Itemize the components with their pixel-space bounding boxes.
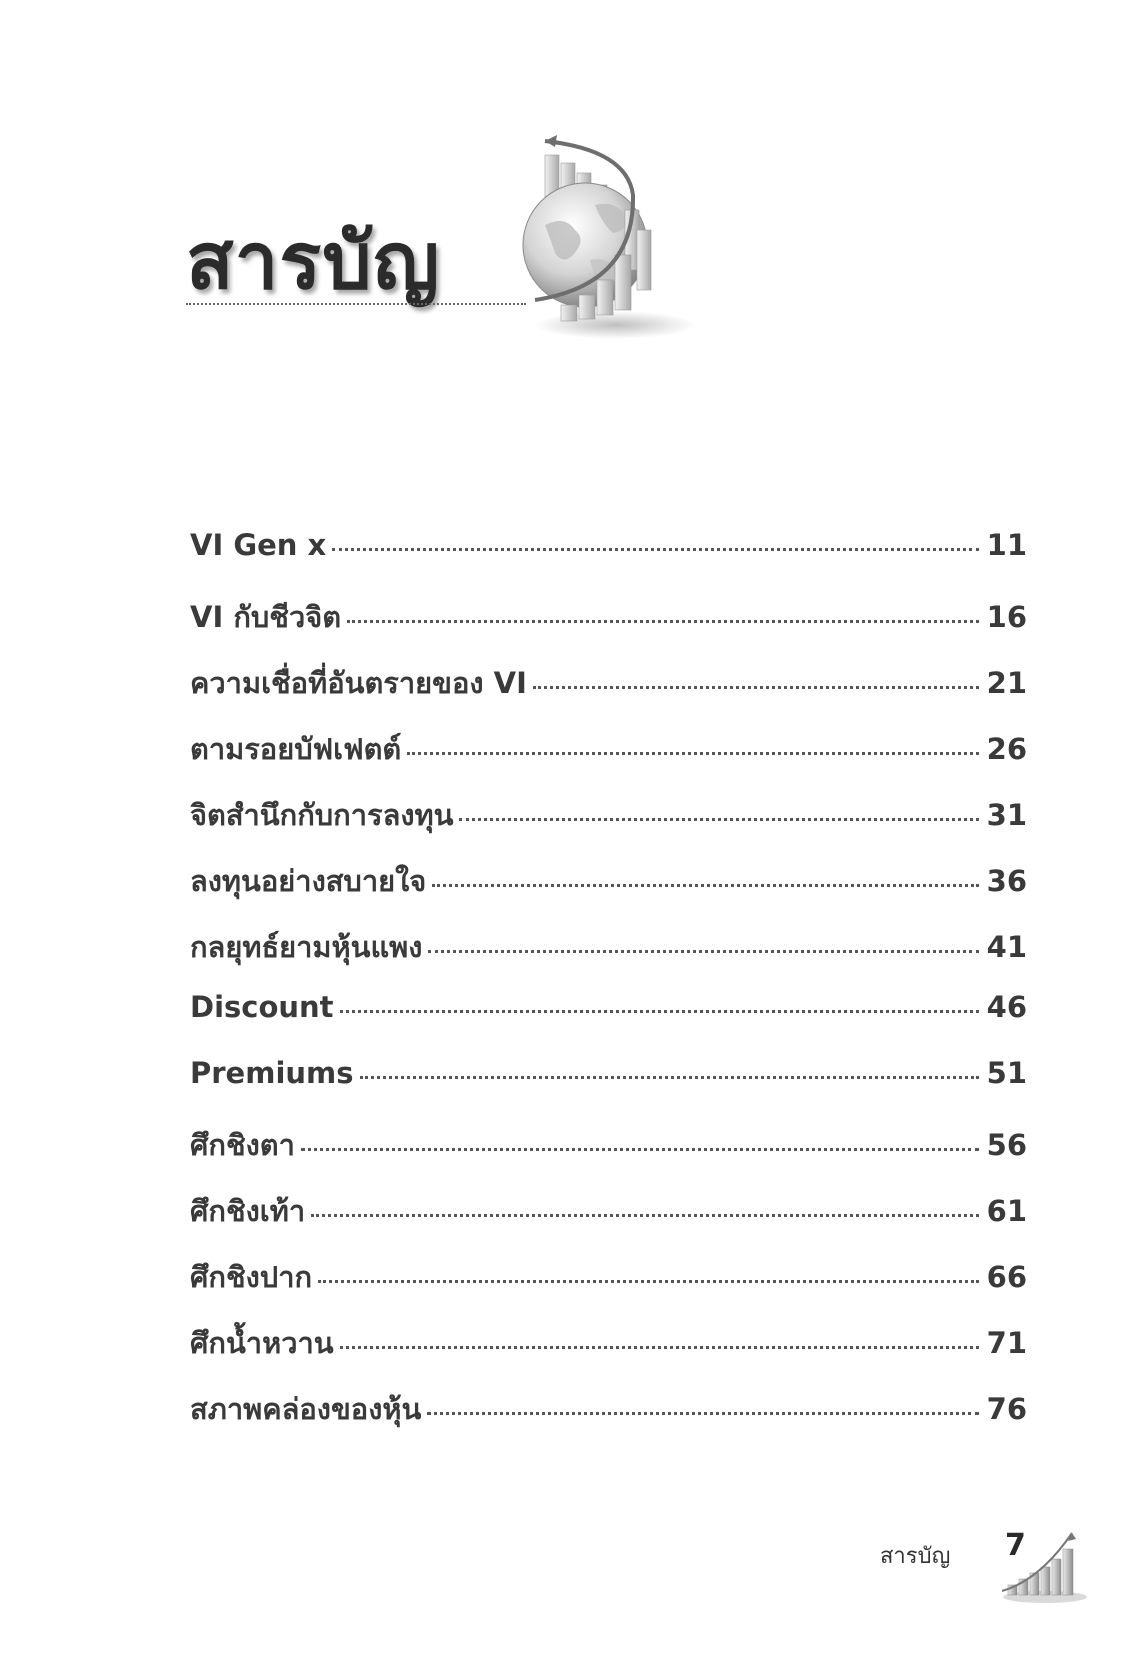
toc-leader-dots [427, 1412, 978, 1415]
title-dotted-divider [186, 303, 526, 305]
toc-leader-dots [428, 950, 978, 953]
toc-entry[interactable] [190, 1254, 1027, 1320]
toc-entry-title: ศึกชิงตา [190, 1128, 295, 1162]
toc-leader-dots [332, 548, 978, 551]
toc-entry-title: สภาพคล่องของหุ้น [190, 1392, 422, 1426]
toc-leader-dots [360, 1076, 979, 1079]
page-number: 7 [1005, 1528, 1026, 1563]
toc-entry-title: ตามรอยบัฟเฟตต์ [190, 732, 402, 766]
toc-entry-title: Premiums [190, 1056, 354, 1090]
toc-entry[interactable] [190, 528, 1027, 594]
toc-entry-title: ศึกน้ำหวาน [190, 1326, 334, 1360]
toc-entry[interactable] [190, 924, 1027, 990]
toc-entry-page: 11 [986, 528, 1027, 562]
toc-leader-dots [459, 818, 978, 821]
toc-entry-page: 36 [986, 864, 1027, 898]
toc-entry-title: Discount [190, 990, 334, 1024]
toc-entry-page: 51 [986, 1056, 1027, 1090]
toc-entry[interactable] [190, 594, 1027, 660]
toc-entry-page: 76 [986, 1392, 1027, 1426]
toc-entry-page: 71 [986, 1326, 1027, 1360]
toc-leader-dots [311, 1214, 979, 1217]
toc-leader-dots [340, 1346, 979, 1349]
toc-leader-dots [407, 752, 978, 755]
toc-entry-page: 61 [986, 1194, 1027, 1228]
toc-leader-dots [340, 1010, 979, 1013]
toc-entry-title: VI กับชีวจิต [190, 600, 342, 634]
title-block [186, 217, 526, 312]
toc-entry-page: 41 [986, 930, 1027, 964]
toc-entry[interactable] [190, 726, 1027, 792]
toc-entry[interactable] [190, 1386, 1027, 1452]
toc-entry[interactable] [190, 1320, 1027, 1386]
toc-entry-page: 21 [986, 666, 1027, 700]
toc-leader-dots [533, 686, 979, 689]
toc-entry[interactable] [190, 858, 1027, 924]
toc-entry-page: 56 [986, 1128, 1027, 1162]
toc-entry-page: 46 [986, 990, 1027, 1024]
toc-leader-dots [318, 1280, 979, 1283]
toc-entry-title: กลยุทธ์ยามหุ้นแพง [190, 930, 423, 964]
toc-entry[interactable] [190, 1188, 1027, 1254]
footer-section-label: สารบัญ [880, 1544, 951, 1569]
toc-entry-title: ศึกชิงปาก [190, 1260, 313, 1294]
toc-leader-dots [301, 1148, 979, 1151]
globe-chart-icon [515, 135, 705, 345]
toc-entry-page: 26 [986, 732, 1027, 766]
page-title: สารบัญ [186, 217, 441, 307]
toc-entry[interactable] [190, 792, 1027, 858]
toc-leader-dots [347, 620, 979, 623]
toc-entry-title: ศึกชิงเท้า [190, 1194, 306, 1228]
toc-entry-title: ความเชื่อที่อันตรายของ VI [190, 666, 527, 700]
toc-entry-title: ลงทุนอย่างสบายใจ [190, 864, 427, 898]
toc-entry-title: จิตสำนึกกับการลงทุน [190, 798, 454, 832]
table-of-contents [190, 528, 1027, 1452]
toc-entry-page: 31 [986, 798, 1027, 832]
toc-entry-page: 66 [986, 1260, 1027, 1294]
toc-entry-page: 16 [986, 600, 1027, 634]
toc-entry[interactable] [190, 1122, 1027, 1188]
toc-leader-dots [432, 884, 978, 887]
toc-entry[interactable] [190, 660, 1027, 726]
toc-entry-title: VI Gen x [190, 528, 327, 562]
toc-entry[interactable] [190, 1056, 1027, 1122]
toc-entry[interactable] [190, 990, 1027, 1056]
